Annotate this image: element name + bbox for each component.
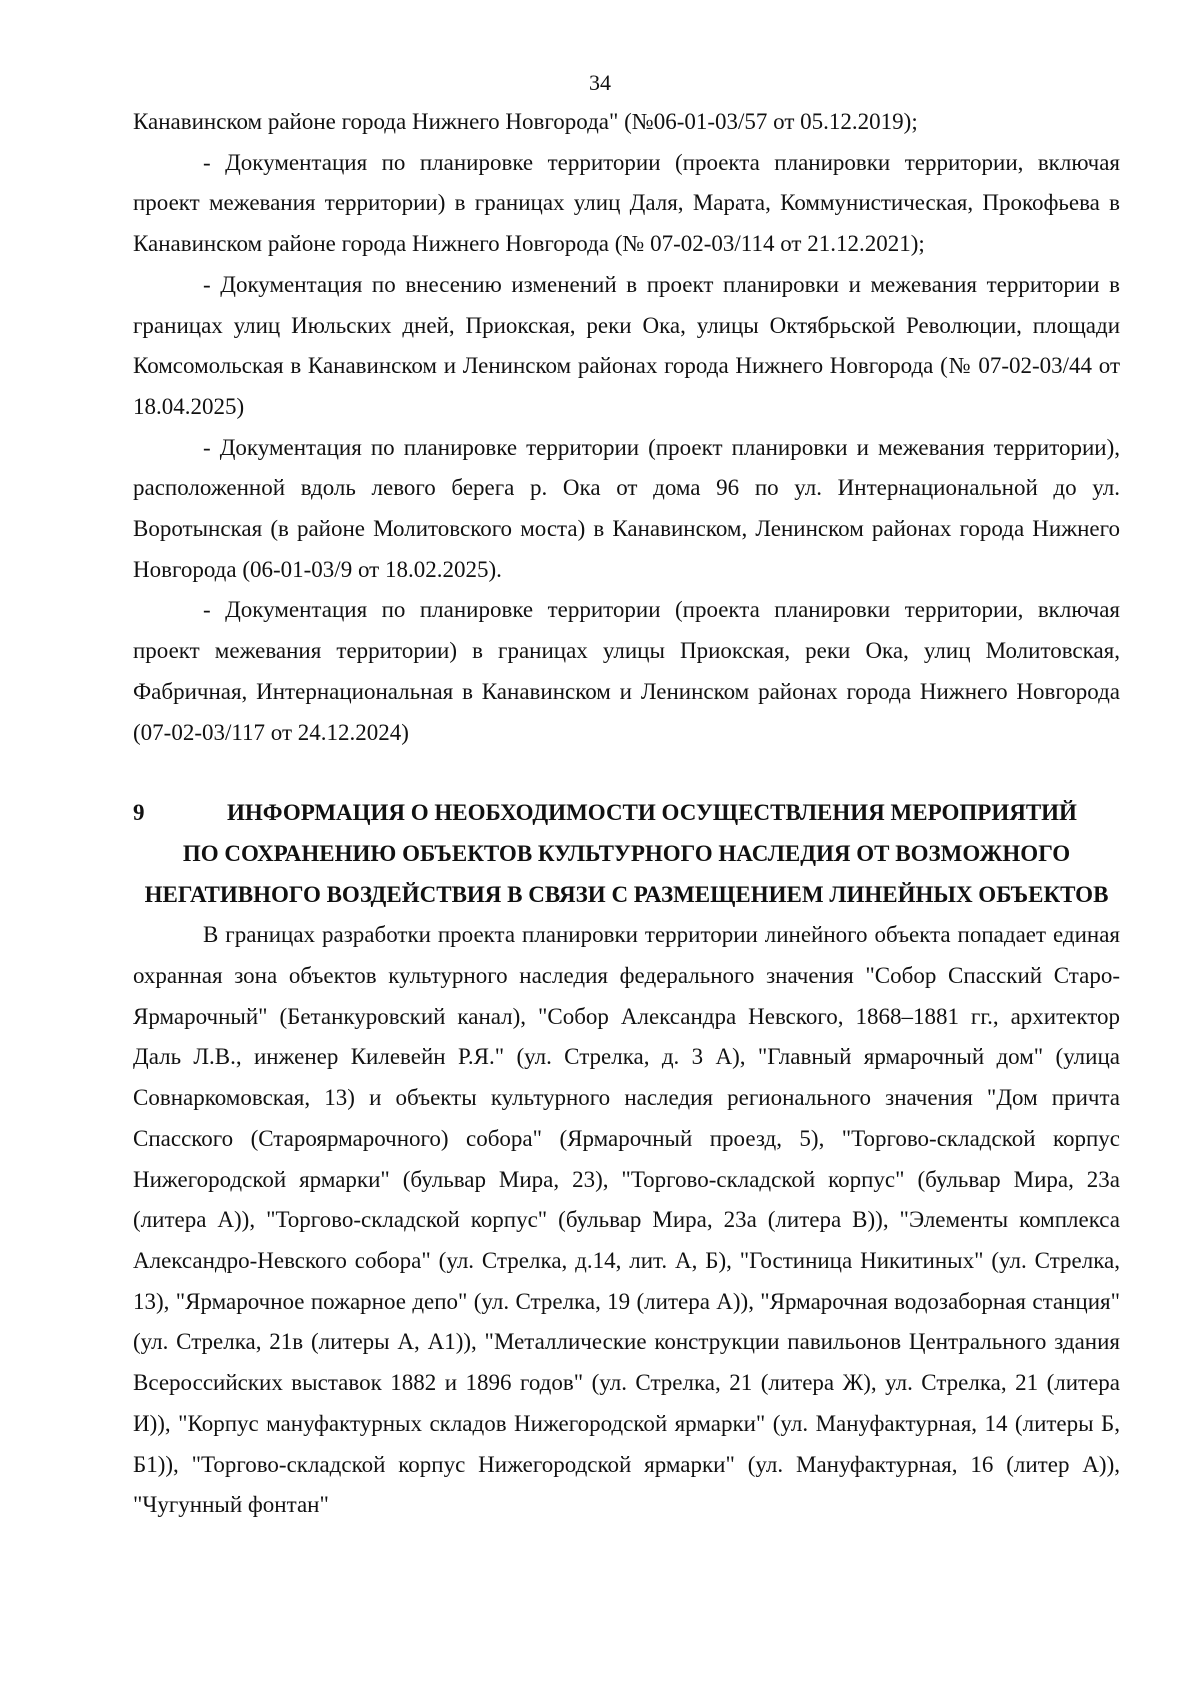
section-body-paragraph: В границах разработки проекта планировки территории линейного объекта попадает единая охранная зона объектов культурного наследия федерального значения "Собор Спасский Старо-Ярмарочный" (Бетанкуровский канал), "Собор Александра Невского, 1868–1881 гг., архитектор Даль Л.В., инженер Килевейн Р.Я." (ул. Стрелка, д. 3 А), "Главный ярмарочный дом" (улица Совнаркомовская, 13) и объекты культурного наследия регионального значения "Дом причта Спасского (Староярмарочного) собора" (Ярмарочный проезд, 5), "Торгово-складской корпус Нижегородской ярмарки" (бульвар Мира, 23), "Торгово-складской корпус" (бульвар Мира, 23а (литера А)), "Торгово-складской корпус" (бульвар Мира, 23а (литера В)), "Элементы комплекса Александро-Невского собора" (ул. Стрелка, д.14, лит. А, Б), "Гостиница Никитиных" (ул. Стрелка, 13), "Ярмарочное пожарное депо" (ул. Стрелка, 19 (литера А)), "Ярмарочная водозаборная станция" (ул. Стрелка, 21в (литеры А, А1)), "Металлические конструкции павильонов Центрального здания Всероссийских выставок 1882 и 1896 годов" (ул. Стрелка, 21 (литера Ж), ул. Стрелка, 21 (литера И)), "Корпус мануфактурных складов Нижегородской ярмарки" (ул. Мануфактурная, 14 (литеры Б, Б1)), "Торгово-складской корпус Нижегородской ярмарки" (ул. Мануфактурная, 16 (литер А)), "Чугунный фонтан": [133, 922, 1120, 1518]
list-item-documentation: - Документация по внесению изменений в проект планировки и межевания территории в границах улиц Июльских дней, Приокская, реки Ока, улицы Октябрьской Революции, площади Комсомольская в Канавинском и Ленинском районах города Нижнего Новгорода (№ 07-02-03/44 от 18.04.2025): [133, 271, 1120, 419]
document-body: [133, 102, 1120, 1526]
paragraph-continuation: Канавинском районе города Нижнего Новгорода" (№06-01-03/57 от 05.12.2019);: [133, 109, 918, 134]
list-item-documentation: - Документация по планировке территории (проекта планировки территории, включая проект межевания территории) в границах улиц Даля, Марата, Коммунистическая, Прокофьева в Канавинском районе города Нижнего Новгорода (№ 07-02-03/114 от 21.12.2021);: [133, 149, 1120, 257]
page-number: 34: [589, 70, 611, 95]
section-heading: [133, 793, 1120, 915]
section-title-line-1: ИНФОРМАЦИЯ О НЕОБХОДИМОСТИ ОСУЩЕСТВЛЕНИЯ МЕРОПРИЯТИЙ: [227, 800, 1077, 826]
section-title-rest: ПО СОХРАНЕНИЮ ОБЪЕКТОВ КУЛЬТУРНОГО НАСЛЕДИЯ ОТ ВОЗМОЖНОГО НЕГАТИВНОГО ВОЗДЕЙСТВИЯ В СВЯЗИ С РАЗМЕЩЕНИЕМ ЛИНЕЙНЫХ ОБЪЕКТОВ: [144, 840, 1109, 907]
list-item-documentation: - Документация по планировке территории (проекта планировки территории, включая проект межевания территории) в границах улицы Приокская, реки Ока, улиц Молитовская, Фабричная, Интернациональная в Канавинском и Ленинском районах города Нижнего Новгорода (07-02-03/117 от 24.12.2024): [133, 597, 1120, 745]
section-number: 9: [133, 800, 145, 826]
list-item-documentation: - Документация по планировке территории (проект планировки и межевания территории), расположенной вдоль левого берега р. Ока от дома 96 по ул. Интернациональной до ул. Воротынская (в районе Молитовского моста) в Канавинском, Ленинском районах города Нижнего Новгорода (06-01-03/9 от 18.02.2025).: [133, 434, 1120, 582]
